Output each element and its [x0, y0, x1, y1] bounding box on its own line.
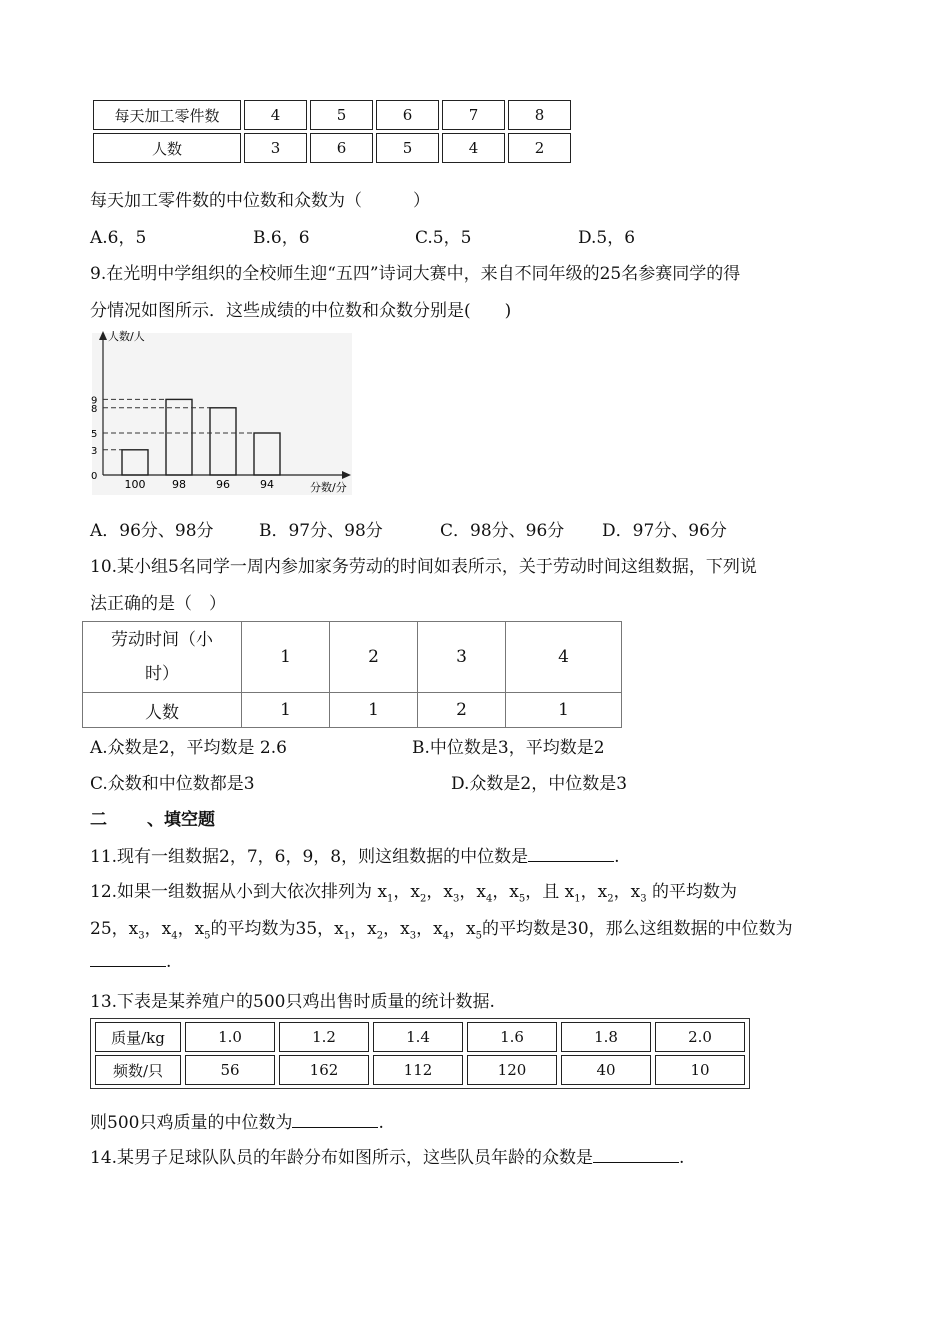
table-cell: 7 — [442, 100, 505, 130]
table-cell: 2 — [418, 693, 506, 728]
table-row — [83, 622, 622, 693]
question-10-line2: 法正确的是（ ） — [90, 594, 226, 614]
table-cell: 5 — [376, 133, 439, 163]
table-row — [95, 1022, 745, 1052]
table-row — [93, 100, 571, 130]
table-cell: 1 — [330, 693, 418, 728]
table-cell: 1.4 — [373, 1022, 463, 1052]
table-cell: 6 — [376, 100, 439, 130]
y-axis-label: 人数/人 — [108, 330, 145, 343]
y-tick-label: 9 — [91, 395, 98, 407]
question-14 — [90, 1143, 684, 1168]
question-8-stem: 每天加工零件数的中位数和众数为（ ） — [90, 191, 430, 211]
table-cell: 4 — [506, 622, 622, 693]
table-cell: 112 — [373, 1055, 463, 1085]
table-cell: 1 — [242, 622, 330, 693]
table-cell: 10 — [655, 1055, 745, 1085]
y-tick-label: 3 — [91, 445, 98, 457]
q10-option-b: B.中位数是3，平均数是2 — [412, 738, 605, 758]
table-cell: 5 — [310, 100, 373, 130]
x-tick-label: 96 — [216, 478, 230, 491]
table-labor-time — [82, 621, 622, 728]
question-11-end: . — [614, 847, 620, 867]
table-cell: 3 — [418, 622, 506, 693]
y-tick-label: 8 — [91, 403, 98, 415]
answer-blank — [90, 950, 166, 967]
x-tick-label: 98 — [172, 478, 186, 491]
question-12-line3 — [90, 950, 171, 972]
table-header-cell: 人数 — [83, 693, 242, 728]
table-cell: 1.6 — [467, 1022, 557, 1052]
y-tick-label: 0 — [91, 471, 98, 482]
question-9-line2: 分情况如图所示．这些成绩的中位数和众数分别是( ) — [90, 301, 512, 321]
x-tick-label: 94 — [260, 478, 274, 491]
q9-option-a: A．96分、98分 — [90, 521, 214, 541]
table-cell: 4 — [442, 133, 505, 163]
section-title: 、填空题 — [147, 810, 215, 830]
chart-background — [92, 333, 352, 495]
option-a: A.6，5 — [90, 228, 147, 248]
option-b: B.6，6 — [253, 228, 310, 248]
answer-blank — [528, 845, 614, 862]
table-cell: 2 — [330, 622, 418, 693]
header-line-2: 时） — [145, 664, 179, 684]
table-cell: 2.0 — [655, 1022, 745, 1052]
table-cell: 2 — [508, 133, 571, 163]
q9-option-d: D．97分、96分 — [602, 521, 727, 541]
table-cell: 120 — [467, 1055, 557, 1085]
table-header-cell — [83, 622, 242, 693]
table-cell: 6 — [310, 133, 373, 163]
table-cell: 3 — [244, 133, 307, 163]
question-13-answer-line — [90, 1108, 384, 1133]
q10-option-a: A.众数是2，平均数是 2.6 — [90, 738, 287, 758]
answer-blank — [593, 1146, 679, 1163]
option-d: D.5，6 — [578, 228, 636, 248]
q10-option-c: C.众数和中位数都是3 — [90, 774, 255, 794]
table-chicken-weight — [90, 1018, 750, 1089]
y-tick-label: 5 — [91, 429, 98, 440]
question-11-text: 11.现有一组数据2，7，6，9，8，则这组数据的中位数是 — [90, 847, 529, 867]
x-tick-label: 100 — [124, 478, 146, 491]
table-cell: 1.8 — [561, 1022, 651, 1052]
score-bar-chart — [88, 325, 358, 497]
q9-option-b: B．97分、98分 — [259, 521, 383, 541]
table-header-cell: 人数 — [93, 133, 241, 163]
question-14-text: 14.某男子足球队队员的年龄分布如图所示，这些队员年龄的众数是 — [90, 1148, 594, 1168]
table-header-cell: 每天加工零件数 — [93, 100, 241, 130]
table-cell: 1.2 — [279, 1022, 369, 1052]
section-number: 二 — [90, 810, 107, 830]
question-12-line1: 12.如果一组数据从小到大依次排列为 $x_1$，$x_2$，$x_3$，$x_4$，$x_5$，且 $x_1$，$x_2$，$x_3$ 的平均数为 — [90, 882, 737, 905]
option-c: C.5，5 — [415, 228, 472, 248]
question-10-line1: 10.某小组5名同学一周内参加家务劳动的时间如表所示，关于劳动时间这组数据，下列说 — [90, 557, 757, 577]
table-cell: 8 — [508, 100, 571, 130]
question-12-end: . — [166, 952, 172, 972]
table-row — [93, 133, 571, 163]
header-line-1: 劳动时间（小 — [111, 630, 213, 650]
answer-blank — [292, 1111, 378, 1128]
table-header-cell: 频数/只 — [95, 1055, 181, 1085]
table-header-cell: 质量/kg — [95, 1022, 181, 1052]
question-13: 13.下表是某养殖户的500只鸡出售时质量的统计数据. — [90, 992, 495, 1012]
q10-option-d: D.众数是2，中位数是3 — [451, 774, 628, 794]
question-13-after: 则500只鸡质量的中位数为 — [90, 1113, 293, 1133]
table-cell: 162 — [279, 1055, 369, 1085]
table-cell: 1 — [242, 693, 330, 728]
question-11 — [90, 842, 620, 867]
table-cell: 1.0 — [185, 1022, 275, 1052]
question-14-end: . — [679, 1148, 685, 1168]
table-cell: 40 — [561, 1055, 651, 1085]
table-cell: 4 — [244, 100, 307, 130]
question-13-end: . — [378, 1113, 384, 1133]
x-axis-label: 分数/分 — [310, 481, 347, 494]
table-row — [83, 693, 622, 728]
question-12-line2: 25，$x_3$，$x_4$，$x_5$的平均数为35，$x_1$，$x_2$，$x_3$，$x_4$，$x_5$的平均数是30，那么这组数据的中位数为 — [90, 919, 793, 942]
table-parts-per-day — [90, 97, 574, 166]
table-cell: 1 — [506, 693, 622, 728]
table-row — [95, 1055, 745, 1085]
q9-option-c: C．98分、96分 — [440, 521, 565, 541]
question-9-line1: 9.在光明中学组织的全校师生迎“五四”诗词大赛中，来自不同年级的25名参赛同学的得 — [90, 264, 741, 284]
table-cell: 56 — [185, 1055, 275, 1085]
